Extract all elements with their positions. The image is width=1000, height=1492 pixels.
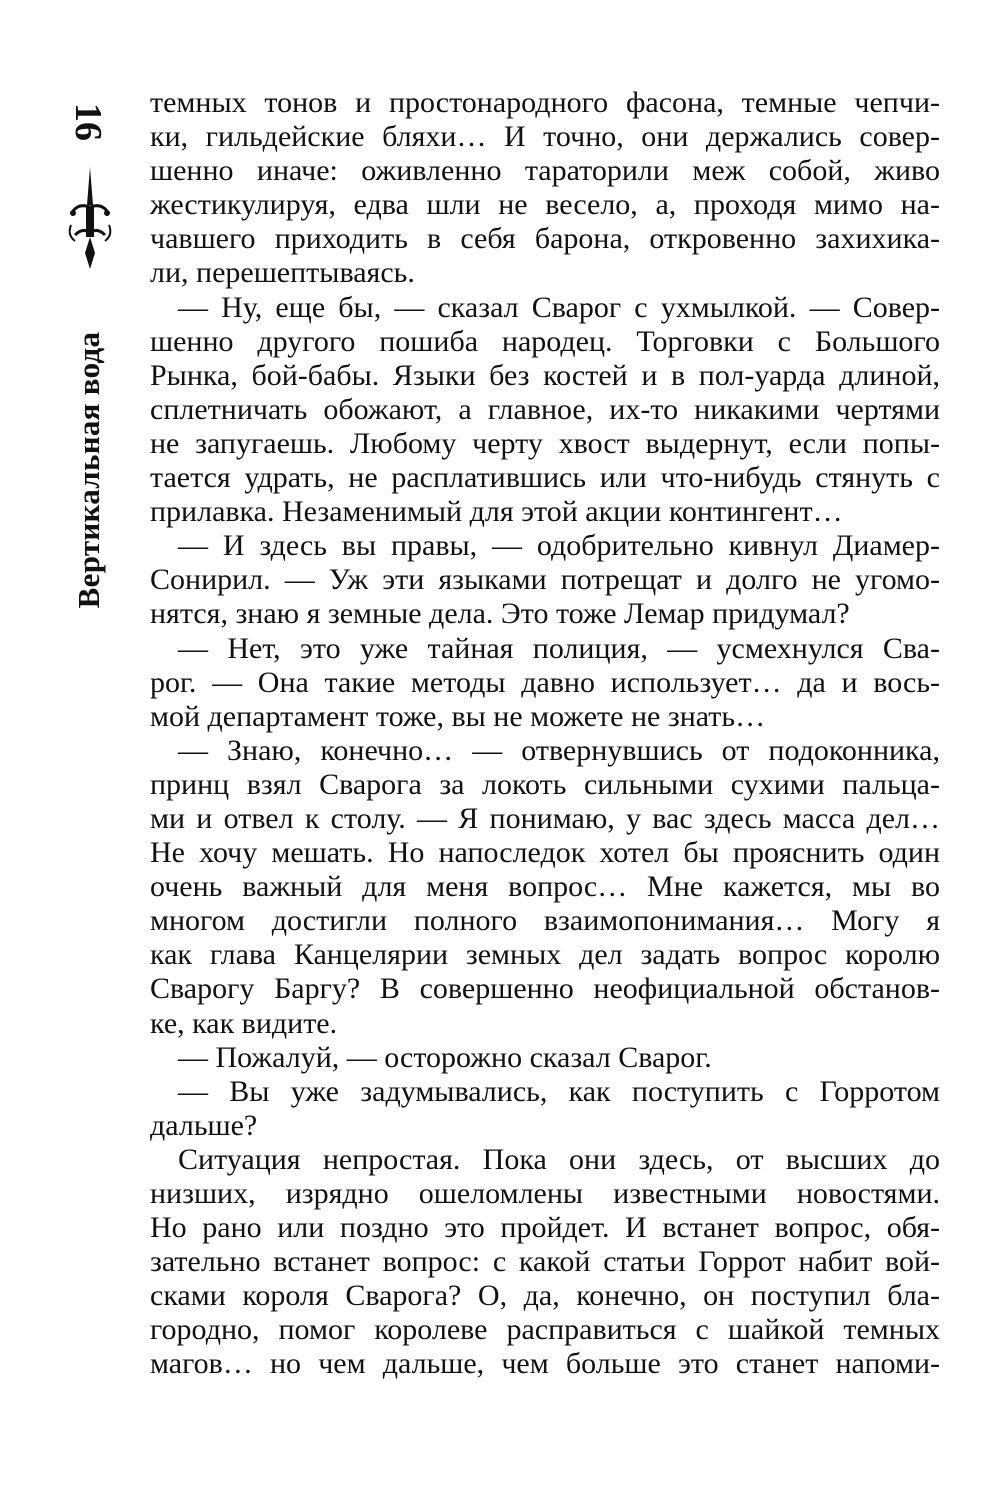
text-line: Сварогу Баргу? В совершенно неофициальной обстанов- (150, 972, 940, 1006)
text-line: ке, как видите. (150, 1006, 338, 1040)
text-line: мой департамент тоже, вы не можете не знать… (150, 699, 766, 733)
text-line: — Вы уже задумывались, как поступить с Горротом (178, 1074, 940, 1108)
text-line: сками короля Сварога? О, да, конечно, он поступил бла- (150, 1279, 940, 1313)
text-line: ми и отвел к столу. — Я понимаю, у вас здесь масса дел… (150, 801, 940, 835)
text-line: рог. — Она такие методы давно использует… да и вось- (150, 665, 940, 699)
text-line: Рынка, бой-бабы. Языки без костей и в пол-уарда длиной, (150, 358, 940, 392)
text-line: ки, гильдейские бляхи… И точно, они держались совер- (150, 120, 940, 154)
text-line: дальше? (150, 1108, 258, 1142)
text-line: многом достигли полного взаимопонимания… Могу я (150, 904, 940, 938)
text-line: — Пожалуй, — осторожно сказал Сварог. (178, 1040, 712, 1074)
text-line: ли, перешептываясь. (150, 256, 415, 290)
text-line: — Ну, еще бы, — сказал Сварог с ухмылкой. — Совер- (178, 290, 940, 324)
text-line: магов… но чем дальше, чем больше это станет напоми- (150, 1347, 940, 1381)
text-line: Ситуация непростая. Пока они здесь, от высших до (178, 1142, 940, 1176)
text-line: тается удрать, не расплатившись или что-нибудь стянуть с (150, 461, 940, 495)
text-line: — Нет, это уже тайная полиция, — усмехнулся Сва- (178, 631, 940, 665)
text-line: низших, изрядно ошеломлены известными новостями. (150, 1177, 940, 1210)
text-line: очень важный для меня вопрос… Мне кажется, мы во (150, 870, 940, 904)
text-line: Сонирил. — Уж эти языками потрещат и долго не угомо- (150, 563, 940, 597)
text-line: Но рано или поздно это пройдет. И встанет вопрос, обя- (150, 1211, 940, 1245)
text-line: как глава Канцелярии земных дел задать вопрос королю (150, 938, 940, 972)
text-line: нятся, знаю я земные дела. Это тоже Лемар придумал? (150, 597, 850, 631)
text-line: жестикулируя, едва шли не весело, а, проходя мимо на- (150, 188, 940, 222)
text-line: темных тонов и простонародного фасона, темные чепчи- (150, 86, 940, 119)
body-text (150, 86, 940, 1382)
text-line: сплетничать обожают, а главное, их-то никакими чертями (150, 392, 940, 426)
text-line: Не хочу мешать. Но напоследок хотел бы прояснить один (150, 836, 940, 870)
text-line: городно, помог королеве расправиться с шайкой темных (150, 1313, 940, 1347)
text-line: — Знаю, конечно… — отвернувшись от подоконника, (178, 733, 940, 767)
text-line: не запугаешь. Любому черту хвост выдернут, если попы- (150, 426, 940, 460)
text-line: чавшего приходить в себя барона, откровенно захихика- (150, 222, 940, 256)
text-line: шенно другого пошиба народец. Торговки с Большого (150, 324, 940, 358)
dagger-ornament-icon (65, 165, 115, 275)
text-line: — И здесь вы правы, — одобрительно кивнул Диамер- (178, 529, 940, 563)
text-line: прилавка. Незаменимый для этой акции контингент… (150, 495, 843, 529)
page-number: 16 (67, 103, 109, 141)
text-line: зательно встанет вопрос: с какой статьи Горрот набит вой- (150, 1245, 940, 1279)
text-line: принц взял Сварога за локоть сильными сухими пальца- (150, 767, 940, 801)
running-title: Вертикальная вода (71, 331, 106, 609)
text-line: шенно иначе: оживленно тараторили меж собой, живо (150, 154, 940, 188)
